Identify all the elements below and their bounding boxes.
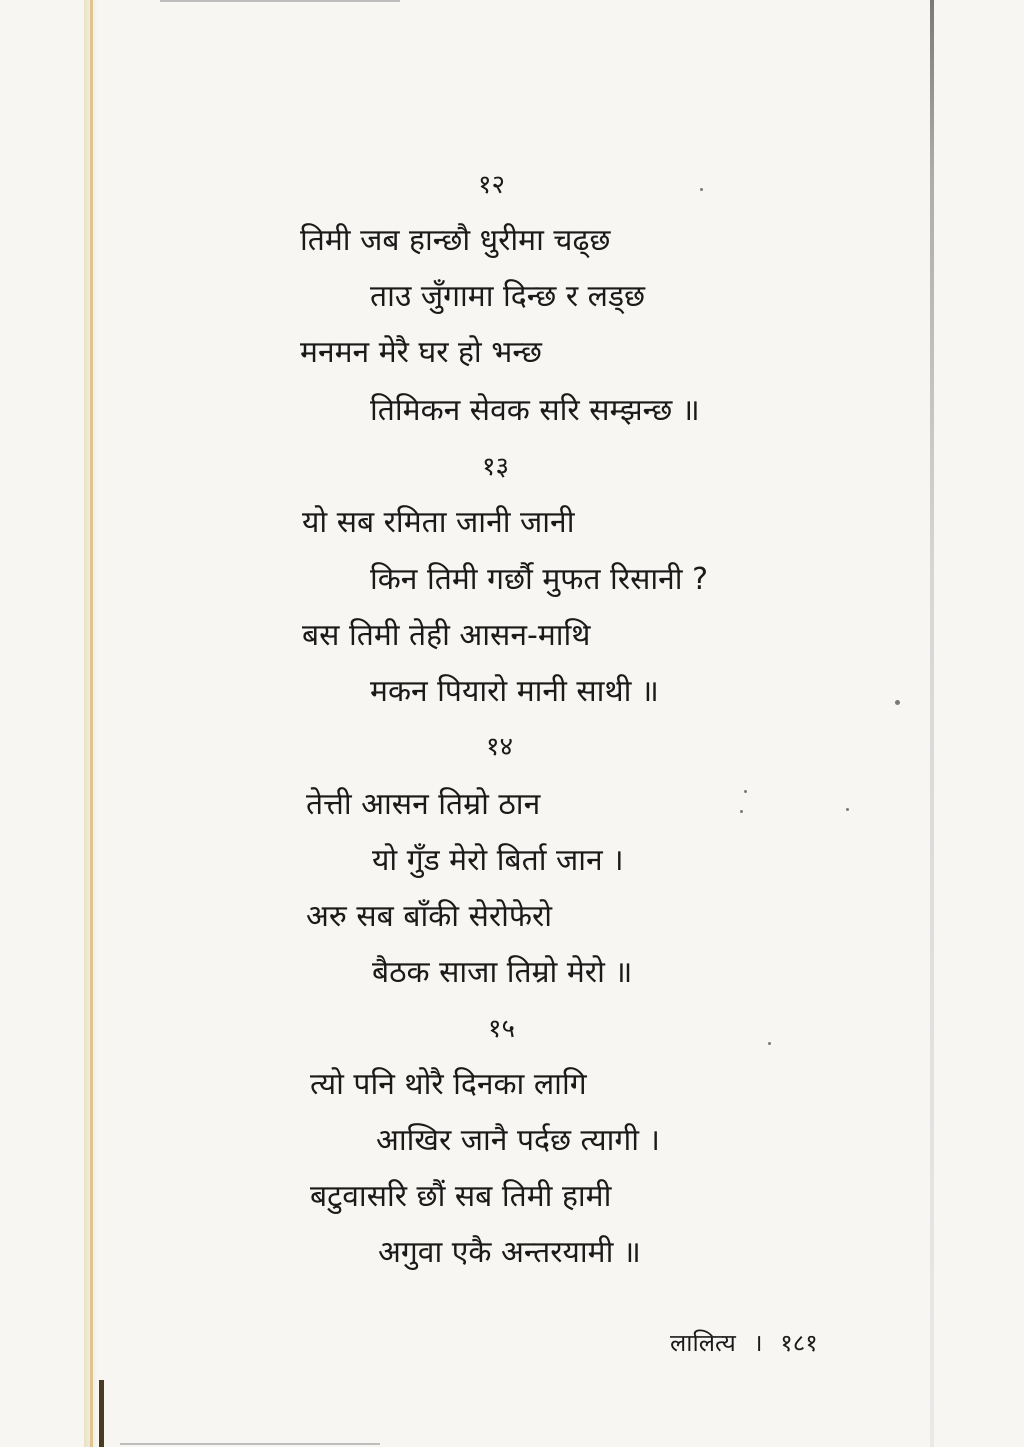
scan-speck (846, 808, 849, 811)
verse-line: अगुवा एकै अन्तरयामी ॥ (378, 1235, 641, 1270)
verse-line: किन तिमी गर्छौ मुफत रिसानी ? (370, 562, 709, 597)
verse-line: तिमिकन सेवक सरि सम्झन्छ ॥ (370, 393, 700, 428)
scan-speck (895, 700, 900, 705)
verse-line: ताउ जुँगामा दिन्छ र लड्छ (370, 279, 646, 314)
page-footer (670, 1328, 818, 1358)
verse-line: बटुवासरि छौं सब तिमी हामी (310, 1179, 612, 1214)
bottom-edge-line (120, 1443, 380, 1445)
verse-line: आखिर जानै पर्दछ त्यागी । (376, 1123, 660, 1158)
stanza-number: १४ (486, 732, 514, 762)
stanza-number: १३ (482, 452, 510, 482)
stanza-number: १२ (478, 170, 506, 200)
page-binding-shadow (99, 1380, 104, 1447)
page-binding-line (90, 0, 93, 1447)
book-title: लालित्य (670, 1329, 736, 1357)
stanza-number: १५ (488, 1014, 516, 1044)
verse-line: मनमन मेरै घर हो भन्छ (300, 335, 542, 370)
verse-line: यो सब रमिता जानी जानी (302, 505, 575, 540)
verse-line: यो गुँड मेरो बिर्ता जान । (372, 843, 624, 878)
top-edge-line (160, 0, 400, 2)
verse-line: तेत्ती आसन तिम्रो ठान (306, 787, 541, 822)
footer-separator: । (753, 1329, 763, 1357)
scan-speck (744, 790, 747, 793)
scan-speck (740, 810, 743, 813)
verse-line: बैठक साजा तिम्रो मेरो ॥ (372, 955, 633, 990)
verse-line: बस तिमी तेही आसन-माथि (302, 618, 591, 653)
verse-line: त्यो पनि थोरै दिनका लागि (310, 1067, 587, 1102)
scan-speck (700, 188, 703, 191)
scan-speck (768, 1042, 771, 1045)
page-number: १८१ (780, 1329, 818, 1357)
verse-line: मकन पियारो मानी साथी ॥ (370, 674, 659, 709)
verse-line: अरु सब बाँकी सेरोफेरो (306, 899, 553, 934)
verse-line: तिमी जब हान्छौ धुरीमा चढ्छ (300, 223, 611, 258)
page-right-edge (930, 0, 934, 1447)
